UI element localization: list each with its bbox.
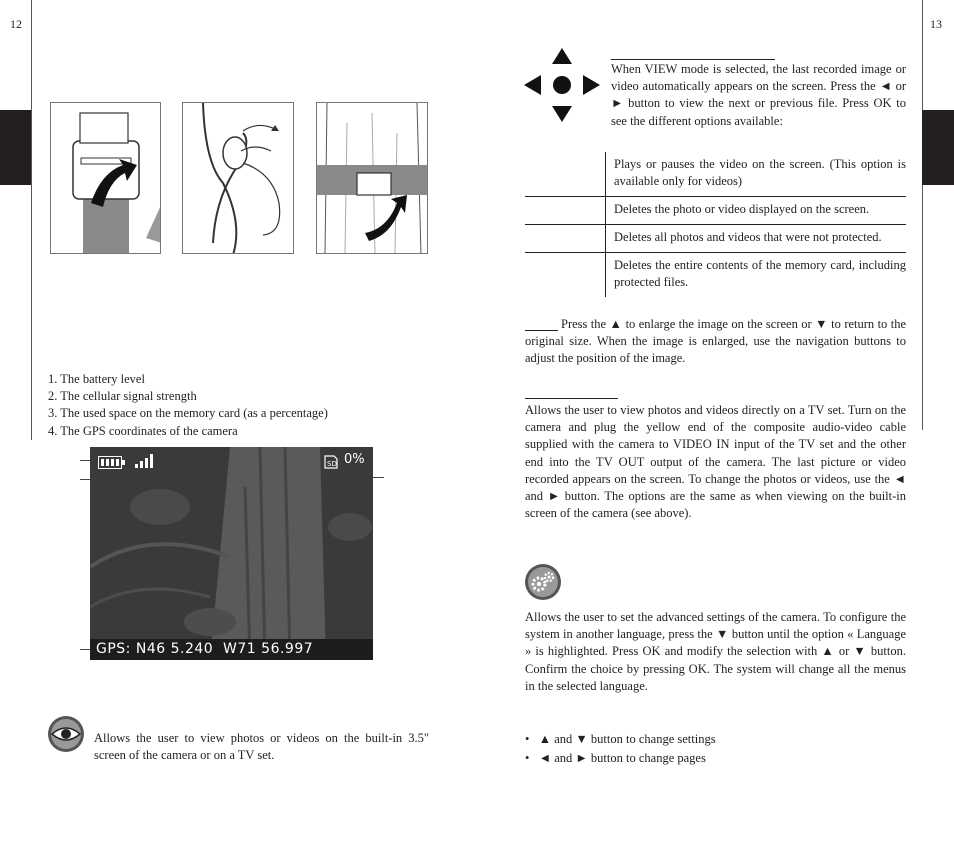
bullet-text: ◄ and ► button to change pages [538,751,706,765]
list-item: 2. The cellular signal strength [48,389,197,404]
navigation-pad-icon [524,48,600,122]
signal-strength-icon [135,453,153,472]
margin-line-left [31,0,32,440]
page-number-right: 13 [930,17,942,31]
option-desc: Deletes the entire contents of the memory card, including protected files. [614,258,906,289]
heading-underline-tv [525,398,618,399]
list-item: 4. The GPS coordinates of the camera [48,423,238,438]
battery-icon [98,454,126,473]
options-table [525,152,906,297]
chapter-tab-left [0,110,31,185]
chapter-tab-right [922,110,954,185]
option-key [525,152,606,197]
bullet-text: ▲ and ▼ button to change settings [538,732,716,746]
memory-used-percent: 0% [344,452,365,467]
heading-underline-view [611,59,775,60]
gps-coordinates: GPS: N46 5.240 W71 56.997 [96,641,314,657]
option-key [525,225,606,253]
camera-screen-preview [90,447,373,660]
bullet-item: • ◄ and ► button to change pages [525,751,706,765]
strap-loop-figure [182,102,294,254]
eye-icon [47,715,85,753]
leader-line-3 [372,477,384,478]
list-item: 1. The battery level [48,372,145,386]
view-mode-description: Allows the user to view photos or videos on the built-in 3.5" screen of the camera or on a TV set. [94,731,429,763]
strap-buckle-figure [50,102,161,254]
settings-text: Allows the user to set the advanced settings of the camera. To configure the system in another language, press the ▼ button until the option « Language » is highlighted. Press OK and modify the selection with ▲ or ▼ button. Confirm the choice by pressing OK. The system will change all the menus in the selected language. [525,610,906,693]
status-info-list [48,371,328,440]
option-desc: Deletes the photo or video displayed on the screen. [606,197,907,225]
tv-output-text: Allows the user to view photos and videos directly on a TV set. Turn on the camera and plug the yellow end of the composite audio-video cable supplied with the camera to VIDEO IN input of the TV set and the other end into the TV OUT output of the camera. The last picture or video recorded appears on the screen. To change the photos or videos, use the ◄ and ► button. The options are the same as when viewing on the built-in screen of the camera (see above). [525,403,906,521]
gear-icon [524,563,562,601]
option-key [525,197,606,225]
margin-line-right [922,0,923,430]
sd-card-icon [324,454,338,473]
strap-tree-figure [316,102,428,254]
option-key [525,253,606,298]
bullet-item: • ▲ and ▼ button to change settings [525,732,716,746]
svg-text:SD: SD [327,460,337,468]
zoom-text: Press the ▲ to enlarge the image on the screen or ▼ to return to the original size. When the image is enlarged, use the navigation buttons to adjust the position of the image. [525,317,906,366]
option-desc: Deletes all photos and videos that were not protected. [606,225,907,253]
view-mode-text: When VIEW mode is selected, the last recorded image or video automatically appears on the screen. Press the ◄ or ► button to view the next or previous file. Press OK to see the different options available: [611,62,906,128]
option-desc: Plays or pauses the video on the screen. (This option is available only for videos) [606,152,907,197]
page-number-left: 12 [10,17,22,31]
list-item: 3. The used space on the memory card (as a percentage) [48,406,328,421]
forest-photo [90,447,373,660]
